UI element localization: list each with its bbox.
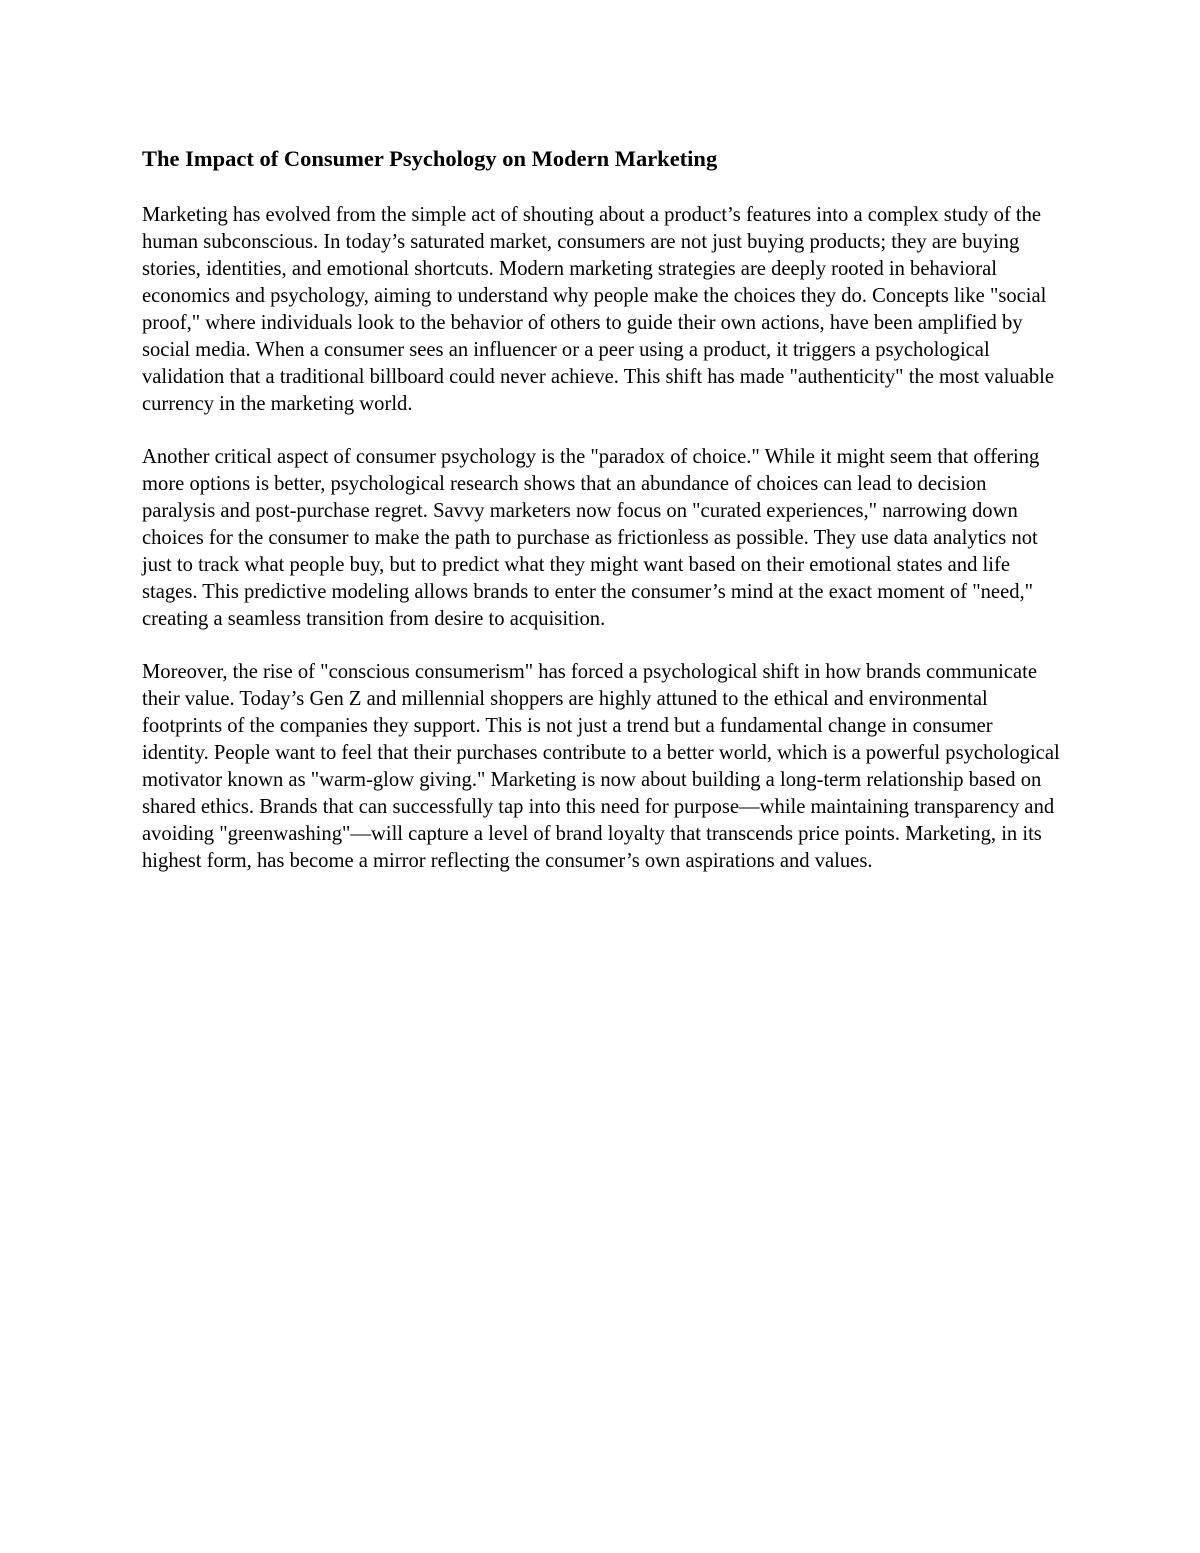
paragraph-1: Marketing has evolved from the simple act of shouting about a product’s features into a complex study of the human subconscious. In today’s saturated market, consumers are not just buying products; they are buying stories, identities, and emotional shortcuts. Modern marketing strategies are deeply rooted in behavioral economics and psychology, aiming to understand why people make the choices they do. Concepts like "social proof," where individuals look to the behavior of others to guide their own actions, have been amplified by social media. When a consumer sees an influencer or a peer using a product, it triggers a psychological validation that a traditional billboard could never achieve. This shift has made "authenticity" the most valuable currency in the marketing world. (142, 204, 1054, 415)
paragraph-2: Another critical aspect of consumer psychology is the "paradox of choice." While it might seem that offering more options is better, psychological research shows that an abundance of choices can lead to decision paralysis and post-purchase regret. Savvy marketers now focus on "curated experiences," narrowing down choices for the consumer to make the path to purchase as frictionless as possible. They use data analytics not just to track what people buy, but to predict what they might want based on their emotional states and life stages. This predictive modeling allows brands to enter the consumer’s mind at the exact moment of "need," creating a seamless transition from desire to acquisition. (142, 446, 1040, 630)
document-body (142, 143, 1062, 901)
document-title: The Impact of Consumer Psychology on Modern Marketing (142, 146, 718, 171)
paragraph-3: Moreover, the rise of "conscious consumerism" has forced a psychological shift in how brands communicate their value. Today’s Gen Z and millennial shoppers are highly attuned to the ethical and environmental footprints of the companies they support. This is not just a trend but a fundamental change in consumer identity. People want to feel that their purchases contribute to a better world, which is a powerful psychological motivator known as "warm-glow giving." Marketing is now about building a long-term relationship based on shared ethics. Brands that can successfully tap into this need for purpose—while maintaining transparency and avoiding "greenwashing"—will capture a level of brand loyalty that transcends price points. Marketing, in its highest form, has become a mirror reflecting the consumer’s own aspirations and values. (142, 661, 1060, 872)
